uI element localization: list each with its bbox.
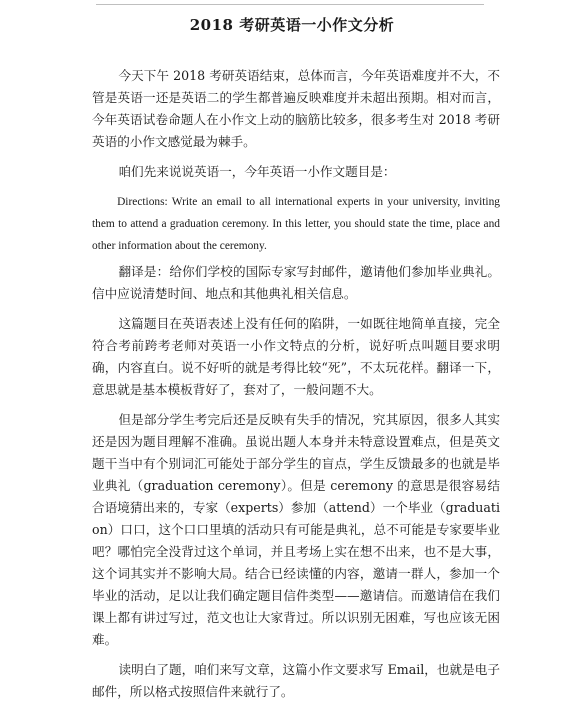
paragraph-directions: Directions: Write an email to all international experts in your university, inviting them to attend a graduation ceremony. In this letter, you should state the time, place and other information about the ceremony. — [92, 196, 500, 252]
title-spacer — [92, 36, 500, 65]
document-title: 2018 考研英语一小作文分析 — [189, 16, 395, 34]
paragraph-misreading: 但是部分学生考完后还是反映有失手的情况，究其原因，很多人其实还是因为题目理解不准确。虽说出题人本身并未特意设置难点，但是英文题干当中有个别词汇可能处于部分学生的盲点，学生反馈最多的也就是毕业典礼（graduation ceremony）。但是 ceremony 的意思是很容易结合语境猜出来的，专家（experts）参加（attend）一个毕业（graduation）口口，这个口口里填的活动只有可能是典礼，总不可能是专家要毕业吧？哪怕完全没背过这个单词，并且考场上实在想不出来，也不是大事，这个词其实并不影响大局。结合已经读懂的内容，邀请一群人，参加一个毕业的活动，足以让我们确定题目信件类型——邀请信。而邀请信在我们课上都有讲过写过，范文也让大家背过。所以识别无困难，写也应该无困难。 — [92, 412, 500, 647]
paragraph-intro: 今天下午 2018 考研英语结束，总体而言，今年英语难度并不大，不管是英语一还是英语二的学生都普遍反映难度并未超出预期。相对而言，今年英语试卷命题人在小作文上动的脑筋比较多，很多考生对 2018 考研英语的小作文感觉最为棘手。 — [92, 68, 500, 149]
paragraph-lead-in: 咱们先来说说英语一，今年英语一小作文题目是： — [118, 164, 396, 179]
paragraph-translation: 翻译是：给你们学校的国际专家写封邮件，邀请他们参加毕业典礼。信中应说清楚时间、地点和其他典礼相关信息。 — [92, 264, 500, 301]
paragraph-format: 读明白了题，咱们来写文章，这篇小作文要求写 Email，也就是电子邮件，所以格式按照信件来就行了。 — [92, 662, 500, 699]
paragraph-analysis: 这篇题目在英语表述上没有任何的陷阱，一如既往地简单直接，完全符合考前跨考老师对英语一小作文特点的分析，说好听点叫题目要求明确，内容直白。说不好听的就是考得比较“死”，不太玩花样。翻译一下，意思就是基本模板背好了，套对了，一般问题不大。 — [92, 316, 500, 397]
